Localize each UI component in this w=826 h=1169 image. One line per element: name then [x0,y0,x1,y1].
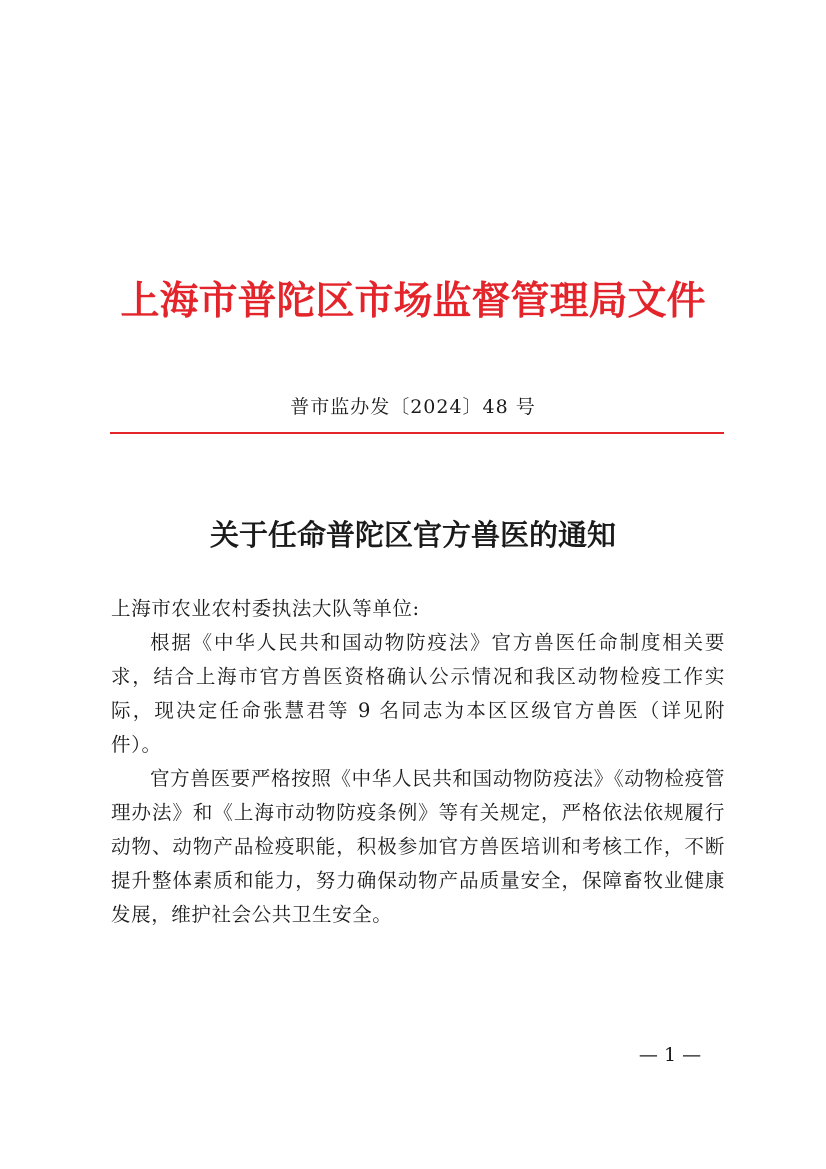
paragraph-2: 官方兽医要严格按照《中华人民共和国动物防疫法》《动物检疫管理办法》和《上海市动物防疫条例》等有关规定，严格依法依规履行动物、动物产品检疫职能，积极参加官方兽医培训和考核工作，不断提升整体素质和能力，努力确保动物产品质量安全，保障畜牧业健康发展，维护社会公共卫生安全。 [111,767,725,926]
document-number: 普市监办发〔2024〕48 号 [290,396,536,418]
salutation: 上海市农业农村委执法大队等单位: [111,597,420,620]
issuer-title: 上海市普陀区市场监督管理局文件 [120,278,706,324]
red-divider-line [110,432,724,434]
document-body [111,592,725,932]
paragraph-1: 根据《中华人民共和国动物防疫法》官方兽医任命制度相关要求，结合上海市官方兽医资格确认公示情况和我区动物检疫工作实际，现决定任命张慧君等 9 名同志为本区区级官方兽医（详见附件）。 [111,631,725,756]
page-number: — 1 — [638,1044,702,1066]
document-title: 关于任命普陀区官方兽医的通知 [209,518,616,552]
